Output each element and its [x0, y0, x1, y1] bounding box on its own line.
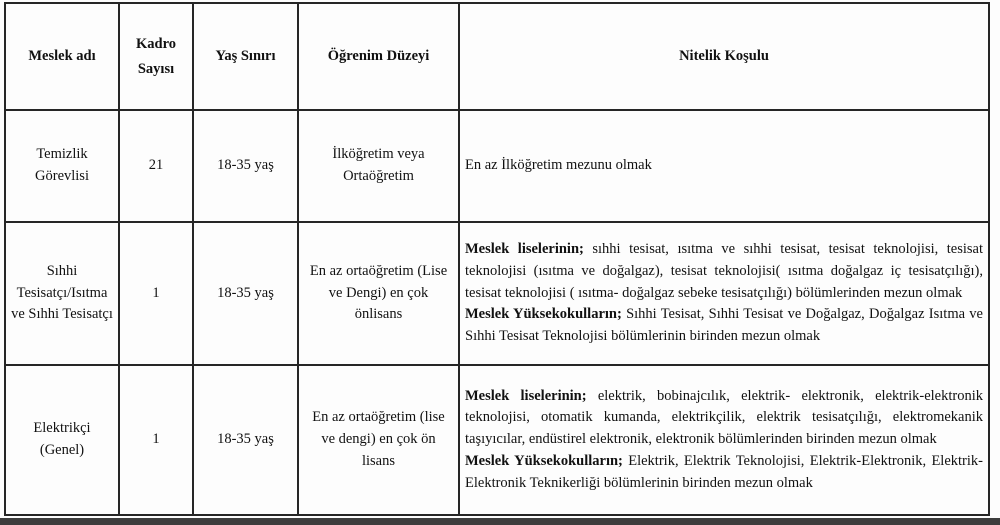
qualification-text: En az İlköğretim mezunu olmak	[465, 157, 652, 174]
cell-ogrenim-duzeyi: En az ortaöğretim (lise ve dengi) en çok ön lisans	[298, 365, 459, 515]
qualification-line	[465, 304, 983, 348]
cell-yas-siniri: 18-35 yaş	[193, 365, 298, 515]
table-row	[5, 365, 989, 515]
qualification-text: sıhhi tesisat, ısıtma ve sıhhi tesisat, tesisat teknolojisi, tesisat teknolojisi (ısıtma ve doğalgaz), tesisat teknolojisi( ısıtma doğalgaz iç tesisatçılığı), tesisat teknolojisi ( ısıtma- doğalgaz sebeke tesisatçılığı) bölümlerinden mezun olmak	[465, 241, 983, 301]
cell-nitelik-kosulu	[459, 110, 989, 222]
cell-meslek-adi: Sıhhi Tesisatçı/Isıtma ve Sıhhi Tesisatçı	[5, 222, 119, 365]
table-header-row	[5, 3, 989, 110]
col-header-kadro-sayisi: Kadro Sayısı	[119, 3, 193, 110]
cell-ogrenim-duzeyi: En az ortaöğretim (Lise ve Dengi) en çok önlisans	[298, 222, 459, 365]
cell-meslek-adi: Temizlik Görevlisi	[5, 110, 119, 222]
qualification-lead: Meslek Yüksekokulların;	[465, 306, 622, 323]
cell-kadro-sayisi: 21	[119, 110, 193, 222]
cell-ogrenim-duzeyi: İlköğretim veya Ortaöğretim	[298, 110, 459, 222]
col-header-nitelik-kosulu: Nitelik Koşulu	[459, 3, 989, 110]
cell-yas-siniri: 18-35 yaş	[193, 222, 298, 365]
bottom-edge-bar	[0, 518, 1000, 525]
qualification-line	[465, 239, 983, 304]
qualification-line	[465, 155, 983, 177]
qualification-text: elektrik, bobinajcılık, elektrik- elektronik, elektrik-elektronik teknolojisi, otomatik kumanda, elektrikçilik, elektrik tesisatçılığı, elektromekanik taşıyıcılar, endüstirel elektronik, elektronik bölümlerinden birinden mezun olmak	[465, 387, 984, 448]
qualification-line	[465, 386, 983, 451]
qualification-lead: Meslek liselerinin;	[465, 241, 584, 258]
cell-yas-siniri: 18-35 yaş	[193, 110, 298, 222]
cell-kadro-sayisi: 1	[119, 222, 193, 365]
table-row	[5, 222, 989, 365]
qualification-text: Sıhhi Tesisat, Sıhhi Tesisat ve Doğalgaz, Doğalgaz Isıtma ve Sıhhi Tesisat Teknolojisi bölümlerinin birinden mezun olmak	[465, 306, 983, 345]
qualification-lead: Meslek Yüksekokulların;	[465, 452, 623, 469]
qualification-text: Elektrik, Elektrik Teknolojisi, Elektrik-Elektronik, Elektrik-Elektronik Teknikerliği bölümlerinin birinden mezun olmak	[465, 452, 983, 491]
cell-nitelik-kosulu	[459, 365, 989, 515]
cell-nitelik-kosulu	[459, 222, 989, 365]
qualification-line	[465, 451, 983, 495]
cell-kadro-sayisi: 1	[119, 365, 193, 515]
col-header-meslek-adi: Meslek adı	[5, 3, 119, 110]
cell-meslek-adi: Elektrikçi (Genel)	[5, 365, 119, 515]
col-header-yas-siniri: Yaş Sınırı	[193, 3, 298, 110]
table-row	[5, 110, 989, 222]
job-positions-table	[4, 2, 990, 516]
qualification-lead: Meslek liselerinin;	[465, 387, 587, 404]
col-header-ogrenim-duzeyi: Öğrenim Düzeyi	[298, 3, 459, 110]
